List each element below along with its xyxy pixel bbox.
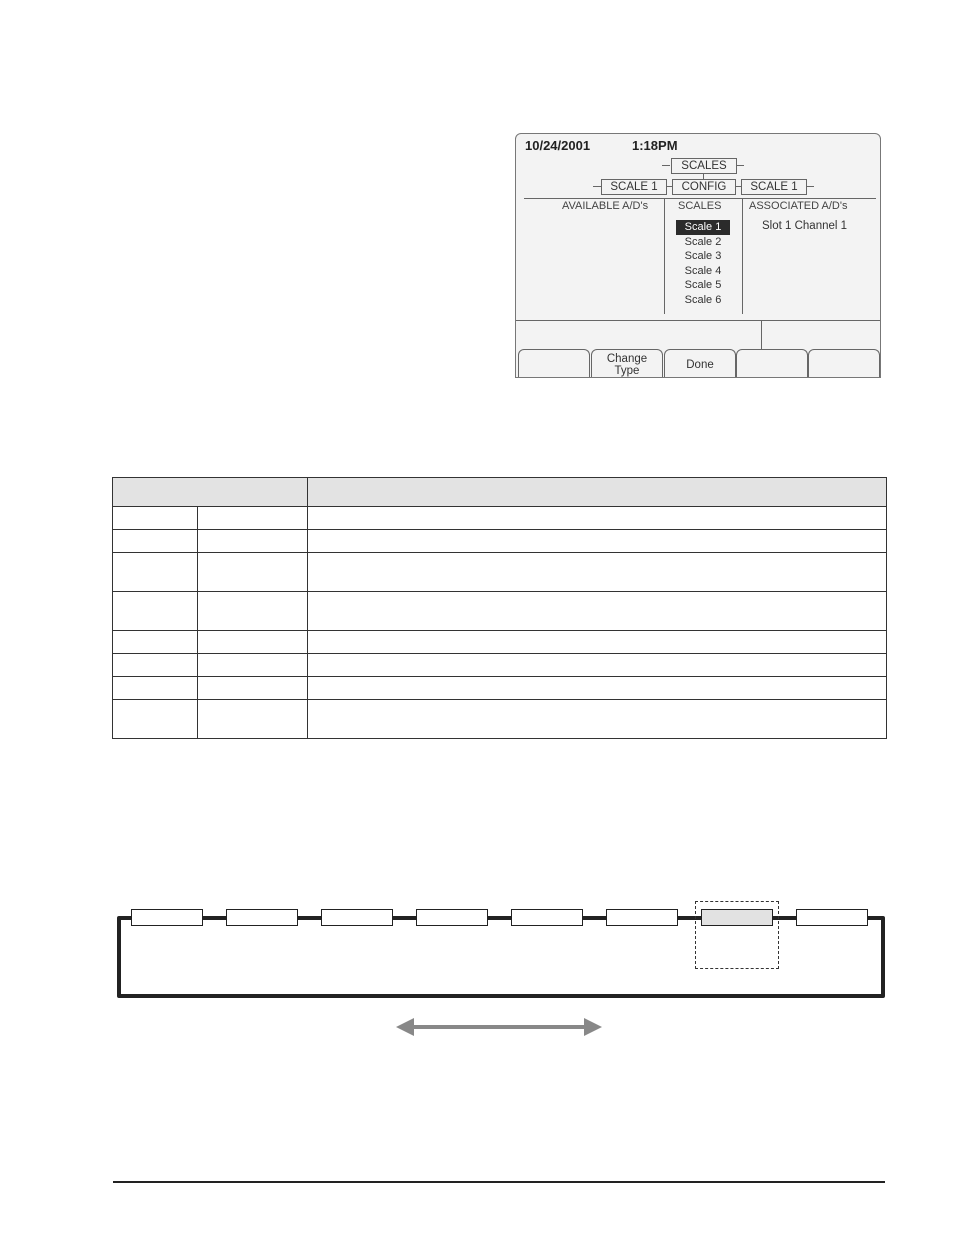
scale-list-item[interactable]: Scale 3 [684,250,722,263]
table-cell [308,507,887,530]
table-row [113,700,887,739]
menu-flow-box [416,909,488,926]
table-row [113,592,887,631]
softkey-done[interactable] [664,349,736,378]
softkey-1[interactable] [518,349,590,378]
menu-flow-box [321,909,393,926]
menu-node-scales[interactable]: SCALES [671,158,737,174]
message-area-divider [761,320,762,350]
table-cell [198,654,308,677]
scale-list-item-selected[interactable]: Scale 1 [676,220,730,235]
table-cell [308,530,887,553]
table-cell [113,553,198,592]
table-cell [113,700,198,739]
table-cell [308,631,887,654]
scale-list-item[interactable]: Scale 6 [684,293,722,306]
table-cell [308,654,887,677]
softkey-label-line: Change [606,353,648,365]
menu-connector [736,165,744,166]
table-cell [308,700,887,739]
footer-rule [113,1181,885,1183]
table-cell [198,530,308,553]
table-cell [198,631,308,654]
table-row [113,654,887,677]
menu-node-scale-left[interactable]: SCALE 1 [601,179,667,195]
table-header-cell [113,478,308,507]
table-header-row [113,478,887,507]
table-cell [198,592,308,631]
table-cell [113,654,198,677]
softkey-done-label: Done [686,359,714,371]
message-area-top [516,320,880,321]
menu-connector [662,165,670,166]
table-row [113,530,887,553]
menu-flow-box [131,909,203,926]
double-arrow-icon [396,1015,602,1039]
screen-time: 1:18PM [632,138,678,153]
table-cell [198,553,308,592]
parameter-table [112,477,887,739]
menu-flow-box [511,909,583,926]
menu-connector [593,186,601,187]
table-cell [308,677,887,700]
menu-connector [806,186,814,187]
menu-flow-box [226,909,298,926]
softkey-4[interactable] [736,349,808,378]
table-cell [198,700,308,739]
table-cell [113,530,198,553]
scales-header: SCALES [678,200,722,212]
table-cell [113,592,198,631]
scale-list-item[interactable]: Scale 4 [684,264,722,277]
menu-node-config[interactable]: CONFIG [672,179,736,195]
header-divider [524,198,876,199]
column-divider [664,198,665,314]
available-ads-header: AVAILABLE A/D's [562,200,649,212]
menu-flow-box [606,909,678,926]
softkey-5[interactable] [808,349,880,378]
softkey-change-type[interactable] [591,349,663,378]
table-cell [113,631,198,654]
table-cell [113,507,198,530]
scale-config-screen [515,133,881,378]
table-cell [308,553,887,592]
table-header-cell [308,478,887,507]
table-cell [113,677,198,700]
table-cell [308,592,887,631]
associated-ads-header: ASSOCIATED A/D's [749,200,848,212]
screen-date: 10/24/2001 [525,138,591,153]
scales-list [676,220,730,308]
table-cell [198,507,308,530]
softkey-label-line: Type [614,365,640,377]
table-row [113,553,887,592]
table-row [113,507,887,530]
table-row [113,677,887,700]
menu-node-scale-right[interactable]: SCALE 1 [741,179,807,195]
associated-ad-value[interactable]: Slot 1 Channel 1 [762,220,848,232]
highlight-dashed-frame [695,901,779,969]
table-row [113,631,887,654]
menu-flow-box [796,909,868,926]
column-divider [742,198,743,314]
softkey-change-type-label [607,353,647,377]
table-cell [198,677,308,700]
scale-list-item[interactable]: Scale 5 [684,279,722,292]
scale-list-item[interactable]: Scale 2 [684,235,722,248]
